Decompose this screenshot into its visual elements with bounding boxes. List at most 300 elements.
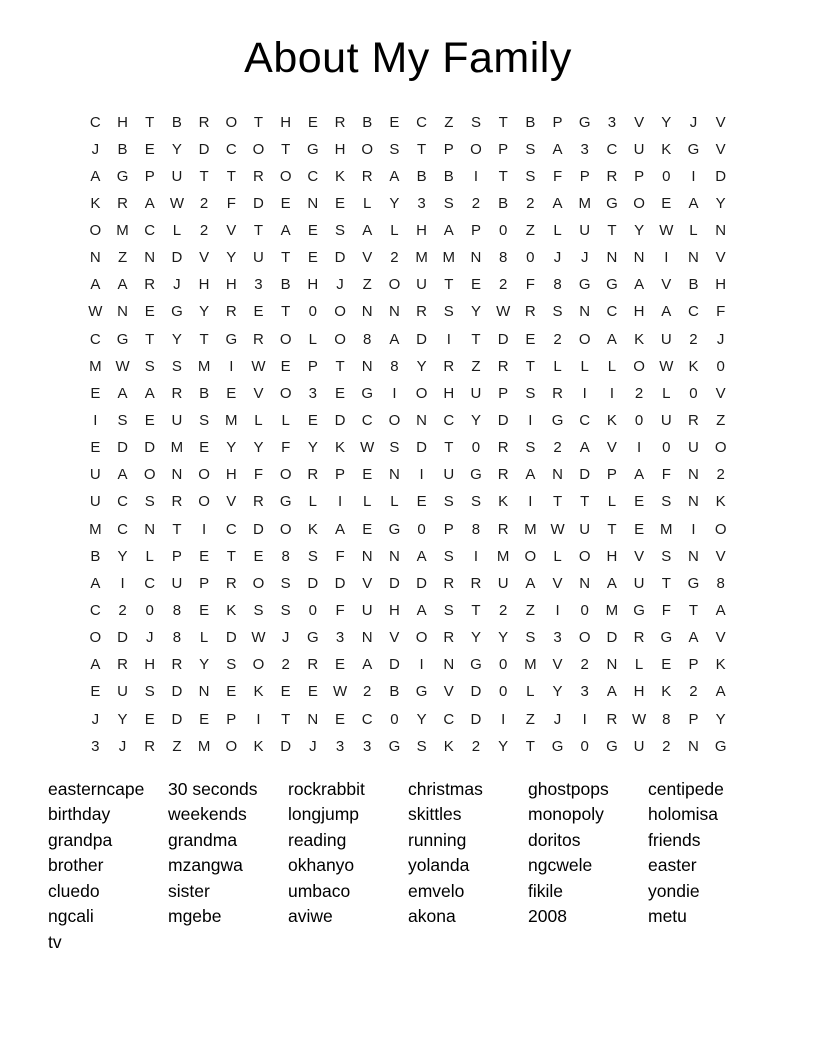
grid-cell: O: [143, 466, 156, 484]
grid-cell: H: [388, 602, 400, 620]
grid-cell: A: [416, 602, 427, 620]
grid-cell: G: [578, 113, 591, 131]
grid-cell: V: [552, 656, 563, 674]
grid-cell: R: [253, 167, 264, 185]
grid-cell: 2: [471, 194, 481, 212]
grid-cell: J: [309, 737, 317, 755]
grid-cell: E: [280, 194, 291, 212]
grid-cell: 3: [553, 629, 562, 647]
grid-cell: S: [226, 656, 237, 674]
grid-cell: H: [715, 276, 727, 294]
grid-cell: L: [553, 547, 562, 565]
grid-cell: 8: [662, 710, 671, 728]
grid-cell: O: [252, 140, 265, 158]
grid-cell: U: [89, 466, 101, 484]
grid-cell: N: [688, 547, 699, 565]
grid-cell: E: [661, 656, 672, 674]
grid-cell: N: [171, 466, 183, 484]
grid-cell: C: [225, 140, 237, 158]
grid-cell: V: [661, 276, 672, 294]
grid-cell: G: [116, 330, 129, 348]
grid-cell: T: [172, 520, 182, 538]
grid-cell: P: [579, 167, 590, 185]
grid-cell: 3: [254, 276, 263, 294]
grid-cell: O: [524, 547, 537, 565]
grid-cell: 8: [363, 330, 372, 348]
grid-cell: H: [307, 276, 319, 294]
grid-cell: Z: [362, 276, 372, 294]
grid-cell: U: [89, 493, 101, 511]
word-list-column: [48, 777, 168, 956]
grid-cell: N: [361, 303, 373, 321]
grid-cell: I: [691, 167, 696, 185]
grid-cell: B: [416, 167, 427, 185]
grid-cell: D: [470, 683, 482, 701]
grid-cell: D: [253, 520, 264, 538]
grid-cell: A: [634, 466, 645, 484]
grid-cell: N: [388, 466, 400, 484]
grid-cell: L: [553, 222, 562, 240]
grid-cell: B: [90, 547, 101, 565]
grid-cell: T: [580, 493, 590, 511]
grid-cell: K: [715, 656, 726, 674]
word-list-item: aviwe: [288, 906, 333, 927]
grid-cell: B: [498, 194, 509, 212]
grid-cell: M: [442, 249, 456, 267]
grid-cell: D: [497, 330, 509, 348]
grid-cell: E: [307, 412, 318, 430]
grid-cell: K: [715, 493, 726, 511]
grid-cell: J: [145, 629, 154, 647]
grid-cell: D: [280, 737, 292, 755]
grid-cell: M: [605, 602, 619, 620]
grid-cell: O: [415, 384, 428, 402]
grid-cell: R: [225, 303, 237, 321]
grid-cell: K: [307, 520, 318, 538]
grid-cell: P: [498, 384, 509, 402]
grid-cell: P: [552, 113, 563, 131]
grid-cell: A: [634, 276, 645, 294]
grid-cell: L: [363, 194, 372, 212]
grid-cell: N: [470, 249, 482, 267]
grid-cell: R: [497, 466, 509, 484]
grid-cell: D: [253, 194, 264, 212]
grid-cell: N: [552, 466, 563, 484]
grid-cell: S: [117, 412, 128, 430]
grid-cell: A: [90, 167, 101, 185]
grid-cell: N: [361, 547, 373, 565]
grid-cell: T: [607, 222, 617, 240]
grid-cell: S: [525, 167, 536, 185]
grid-cell: B: [171, 113, 182, 131]
grid-cell: U: [361, 602, 373, 620]
grid-cell: H: [606, 547, 618, 565]
grid-cell: C: [416, 113, 428, 131]
grid-cell: Y: [253, 439, 264, 457]
grid-cell: P: [634, 167, 645, 185]
grid-cell: Y: [715, 710, 726, 728]
grid-cell: C: [307, 167, 319, 185]
grid-cell: F: [253, 466, 264, 484]
grid-cell: I: [691, 520, 696, 538]
grid-cell: Z: [172, 737, 182, 755]
grid-cell: A: [552, 194, 563, 212]
grid-cell: A: [416, 547, 427, 565]
grid-cell: 2: [662, 737, 671, 755]
grid-cell: P: [199, 574, 210, 592]
word-list-item: fikile: [528, 880, 564, 901]
grid-cell: P: [171, 547, 182, 565]
word-list-item: ghostpops: [528, 778, 609, 799]
grid-cell: J: [173, 276, 181, 294]
grid-cell: V: [389, 629, 400, 647]
grid-cell: N: [688, 737, 699, 755]
grid-cell: V: [552, 574, 563, 592]
grid-cell: H: [225, 466, 237, 484]
grid-cell: S: [661, 493, 672, 511]
grid-cell: N: [307, 194, 319, 212]
grid-cell: N: [606, 656, 618, 674]
grid-cell: N: [688, 466, 699, 484]
grid-cell: R: [416, 303, 428, 321]
grid-cell: S: [199, 412, 210, 430]
grid-cell: O: [578, 330, 591, 348]
grid-cell: I: [555, 602, 560, 620]
grid-cell: U: [117, 683, 128, 701]
grid-cell: Y: [470, 412, 481, 430]
grid-cell: E: [307, 683, 318, 701]
word-list-item: 2008: [528, 906, 567, 927]
grid-cell: Y: [117, 547, 128, 565]
grid-cell: S: [443, 303, 454, 321]
grid-cell: A: [280, 222, 291, 240]
grid-cell: L: [580, 357, 589, 375]
grid-cell: T: [498, 113, 508, 131]
grid-cell: I: [419, 656, 424, 674]
grid-cell: A: [606, 330, 617, 348]
grid-cell: T: [498, 167, 508, 185]
grid-cell: K: [335, 439, 346, 457]
grid-cell: A: [389, 167, 400, 185]
grid-cell: L: [363, 493, 372, 511]
grid-cell: H: [416, 222, 428, 240]
grid-cell: 8: [716, 574, 725, 592]
grid-cell: U: [688, 439, 699, 457]
grid-cell: H: [280, 113, 292, 131]
grid-cell: E: [253, 303, 264, 321]
grid-cell: C: [606, 303, 618, 321]
grid-cell: Y: [226, 439, 237, 457]
grid-cell: T: [552, 493, 563, 511]
grid-cell: C: [606, 140, 618, 158]
grid-cell: Y: [117, 710, 128, 728]
grid-cell: 3: [580, 140, 589, 158]
grid-cell: 0: [390, 710, 399, 728]
grid-cell: J: [580, 249, 589, 267]
grid-cell: K: [661, 683, 672, 701]
grid-cell: G: [606, 194, 618, 212]
word-list-item: metu: [648, 906, 687, 927]
grid-cell: R: [171, 493, 183, 511]
grid-cell: A: [144, 384, 155, 402]
grid-cell: O: [279, 384, 292, 402]
grid-cell: O: [334, 303, 346, 321]
grid-cell: O: [388, 412, 401, 430]
grid-cell: G: [415, 683, 428, 701]
grid-cell: W: [659, 222, 674, 240]
grid-cell: L: [390, 222, 399, 240]
grid-cell: O: [578, 547, 591, 565]
grid-cell: M: [660, 520, 673, 538]
grid-cell: S: [443, 547, 454, 565]
grid-cell: E: [199, 602, 210, 620]
grid-cell: E: [307, 113, 318, 131]
grid-cell: R: [171, 384, 183, 402]
word-list-item: umbaco: [288, 880, 351, 901]
word-list-item: skittles: [408, 804, 462, 825]
grid-cell: G: [606, 737, 618, 755]
grid-cell: M: [197, 737, 211, 755]
grid-cell: L: [172, 222, 182, 240]
grid-cell: S: [144, 683, 155, 701]
grid-cell: L: [254, 412, 263, 430]
grid-cell: H: [633, 303, 645, 321]
grid-cell: B: [443, 167, 454, 185]
grid-cell: 3: [91, 737, 100, 755]
grid-cell: E: [253, 547, 264, 565]
grid-cell: R: [253, 330, 264, 348]
grid-cell: R: [633, 629, 645, 647]
grid-cell: N: [144, 249, 156, 267]
grid-cell: 3: [363, 737, 372, 755]
grid-cell: 2: [689, 330, 698, 348]
grid-cell: I: [93, 412, 98, 430]
grid-cell: V: [634, 547, 645, 565]
grid-cell: R: [443, 629, 455, 647]
grid-cell: W: [632, 710, 647, 728]
grid-cell: A: [117, 276, 128, 294]
grid-cell: H: [117, 113, 128, 131]
grid-cell: D: [416, 330, 428, 348]
grid-cell: 2: [199, 194, 209, 212]
grid-cell: R: [144, 276, 156, 294]
grid-cell: 8: [172, 629, 182, 647]
grid-cell: C: [89, 330, 101, 348]
grid-cell: R: [443, 357, 455, 375]
grid-cell: P: [470, 222, 481, 240]
grid-cell: R: [361, 167, 373, 185]
grid-cell: J: [281, 629, 290, 647]
word-list-item: akona: [408, 906, 456, 927]
grid-cell: D: [388, 656, 400, 674]
grid-cell: J: [689, 113, 698, 131]
grid-cell: 0: [689, 384, 698, 402]
grid-cell: N: [361, 357, 373, 375]
grid-cell: Y: [498, 629, 509, 647]
grid-cell: F: [281, 439, 291, 457]
grid-cell: T: [688, 602, 699, 620]
grid-cell: A: [661, 303, 672, 321]
word-list-item: centipede: [648, 778, 724, 799]
word-list-item: easterncape: [48, 778, 145, 799]
grid-cell: T: [199, 167, 209, 185]
grid-cell: N: [388, 303, 400, 321]
grid-cell: 2: [580, 656, 589, 674]
grid-cell: V: [715, 629, 726, 647]
grid-cell: O: [361, 140, 374, 158]
grid-cell: R: [307, 466, 319, 484]
word-list-item: okhanyo: [288, 855, 355, 876]
grid-cell: U: [633, 737, 645, 755]
grid-cell: A: [688, 629, 699, 647]
grid-cell: G: [578, 276, 591, 294]
grid-cell: G: [388, 737, 401, 755]
grid-cell: N: [89, 249, 101, 267]
grid-cell: D: [334, 249, 346, 267]
grid-cell: H: [225, 276, 237, 294]
grid-cell: L: [526, 683, 535, 701]
word-list-item: easter: [648, 855, 697, 876]
grid-cell: V: [715, 384, 726, 402]
grid-cell: N: [443, 656, 455, 674]
grid-cell: E: [470, 276, 481, 294]
grid-cell: Z: [525, 222, 535, 240]
grid-cell: R: [334, 113, 346, 131]
grid-cell: G: [307, 629, 319, 647]
word-list-item: ngcwele: [528, 855, 593, 876]
grid-cell: Y: [661, 113, 672, 131]
grid-cell: D: [497, 412, 509, 430]
grid-cell: C: [117, 520, 128, 538]
grid-cell: H: [633, 683, 645, 701]
grid-cell: P: [606, 466, 617, 484]
grid-cell: U: [633, 140, 645, 158]
grid-cell: 0: [526, 249, 535, 267]
grid-cell: F: [525, 276, 535, 294]
grid-cell: L: [607, 493, 617, 511]
grid-cell: A: [362, 222, 373, 240]
grid-cell: R: [552, 384, 563, 402]
grid-cell: B: [362, 113, 373, 131]
grid-cell: C: [361, 412, 373, 430]
grid-cell: 0: [498, 683, 508, 701]
grid-cell: S: [470, 113, 481, 131]
word-list-item: friends: [648, 829, 701, 850]
grid-cell: G: [606, 276, 618, 294]
grid-cell: N: [606, 249, 618, 267]
grid-cell: N: [388, 547, 400, 565]
grid-cell: O: [633, 357, 645, 375]
grid-cell: A: [579, 439, 590, 457]
grid-cell: L: [281, 412, 290, 430]
grid-cell: R: [144, 737, 156, 755]
grid-cell: Y: [416, 357, 427, 375]
grid-cell: K: [606, 412, 617, 430]
grid-cell: T: [226, 547, 236, 565]
word-list-item: grandma: [168, 829, 238, 850]
grid-cell: O: [198, 466, 210, 484]
word-list-item: ngcali: [48, 906, 94, 927]
grid-cell: M: [524, 656, 537, 674]
grid-cell: V: [715, 249, 726, 267]
grid-cell: L: [689, 222, 698, 240]
grid-cell: 2: [689, 683, 698, 701]
grid-cell: Y: [470, 303, 481, 321]
word-list: [48, 777, 816, 956]
grid-cell: 0: [580, 737, 589, 755]
grid-cell: J: [91, 710, 100, 728]
grid-cell: V: [199, 249, 210, 267]
grid-cell: D: [416, 439, 428, 457]
grid-cell: R: [606, 167, 618, 185]
grid-cell: S: [389, 439, 400, 457]
grid-cell: O: [470, 140, 482, 158]
word-list-item: cluedo: [48, 880, 100, 901]
grid-cell: B: [525, 113, 536, 131]
grid-cell: 2: [498, 602, 508, 620]
grid-cell: C: [443, 710, 455, 728]
grid-cell: W: [360, 439, 375, 457]
grid-cell: R: [225, 574, 237, 592]
grid-cell: N: [688, 249, 699, 267]
page-title: About My Family: [244, 34, 572, 82]
grid-cell: S: [335, 222, 346, 240]
grid-cell: 0: [145, 602, 154, 620]
word-list-item: reading: [288, 829, 347, 850]
word-list-item: weekends: [168, 804, 247, 825]
grid-cell: N: [307, 710, 319, 728]
grid-cell: G: [551, 737, 564, 755]
grid-cell: A: [117, 384, 128, 402]
grid-cell: G: [633, 602, 645, 620]
word-list-item: mzangwa: [168, 855, 243, 876]
grid-cell: I: [582, 710, 587, 728]
grid-cell: T: [281, 140, 291, 158]
grid-cell: R: [497, 439, 509, 457]
grid-cell: O: [388, 276, 401, 294]
grid-cell: 2: [118, 602, 127, 620]
grid-cell: N: [715, 222, 727, 240]
grid-cell: G: [307, 140, 319, 158]
grid-cell: T: [281, 303, 291, 321]
grid-cell: 8: [172, 602, 182, 620]
word-list-item: emvelo: [408, 880, 465, 901]
grid-cell: I: [229, 357, 234, 375]
grid-cell: S: [307, 547, 318, 565]
grid-cell: T: [253, 113, 264, 131]
grid-cell: E: [661, 194, 672, 212]
grid-cell: R: [117, 656, 128, 674]
word-list-column: [168, 777, 288, 930]
grid-cell: D: [117, 439, 128, 457]
grid-cell: J: [553, 710, 562, 728]
grid-cell: V: [634, 113, 645, 131]
grid-cell: 0: [662, 167, 671, 185]
grid-cell: D: [606, 629, 618, 647]
grid-cell: Z: [444, 113, 454, 131]
grid-cell: Y: [199, 656, 210, 674]
grid-cell: U: [660, 412, 672, 430]
grid-cell: M: [524, 520, 537, 538]
grid-cell: R: [470, 574, 482, 592]
grid-cell: C: [361, 710, 373, 728]
word-list-item: grandpa: [48, 829, 113, 850]
grid-cell: P: [144, 167, 155, 185]
grid-cell: L: [553, 357, 562, 375]
grid-cell: R: [171, 656, 183, 674]
grid-cell: K: [688, 357, 699, 375]
grid-cell: 0: [716, 357, 725, 375]
